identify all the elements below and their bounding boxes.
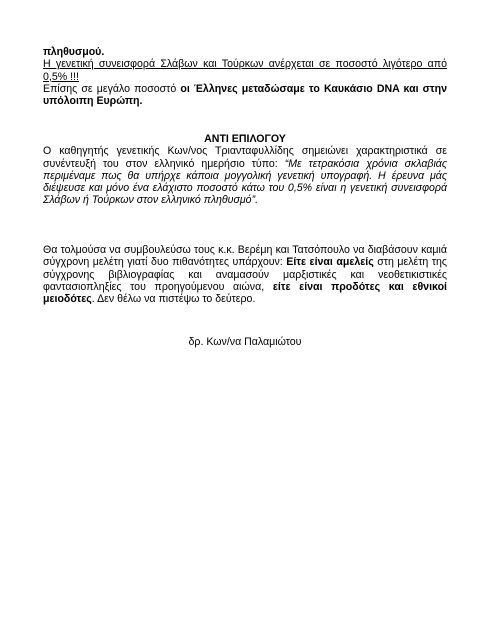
quote-paragraph xyxy=(43,145,447,206)
advice-part-3: . Δεν θέλω να πιστέψω το δεύτερο. xyxy=(91,293,256,306)
epilogue-section xyxy=(43,133,447,207)
advice-section xyxy=(43,244,447,305)
dna-sentence xyxy=(43,83,447,108)
advice-paragraph xyxy=(43,244,447,305)
dna-sentence-bold: οι Έλληνες μεταδώσαμε το Καυκάσιο DNA και στην υπόλοιπη Ευρώπη. xyxy=(43,82,448,108)
dna-sentence-prefix: Επίσης σε μεγάλο ποσοστό xyxy=(43,82,181,95)
section-heading: ΑΝΤΙ ΕΠΙΛΟΓΟΥ xyxy=(204,133,286,145)
advice-part-2: στη μελέτη της σύγχρονης βιβλιογραφίας και αναμασούν μαρξιστικές και νεοθετικιστικές φαντασιοπληξίες του προηγούμενου αιώνα, xyxy=(43,256,447,293)
lead-word: πληθυσμού. xyxy=(43,46,105,58)
advice-part-1: Θα τολμούσα να συμβουλεύσω τους κ.κ. Βερέμη και Τατσόπουλο να διαβάσουν καμιά σύγχρονη μελέτη γιατί δυο πιθανότητες υπάρχουν: xyxy=(43,244,447,269)
underlined-statement: Η γενετική συνεισφορά Σλάβων και Τούρκων ανέρχεται σε ποσοστό λιγότερο από 0,5% !!! xyxy=(43,58,447,83)
opening-section xyxy=(43,46,447,107)
advice-bold-2: είτε είναι προδότες και εθνικοί μειοδότες xyxy=(43,280,447,306)
signature-section xyxy=(43,336,447,348)
advice-bold-1: Είτε είναι αμελείς xyxy=(286,256,374,269)
quote-text: “Με τετρακόσια χρόνια σκλαβιάς περιμέναμε πως θα υπήρχε κάποια μογγολική γενετική υπογραφή. Η έρευνα μάς διέψευσε και μόνο ένα ελάχιστο ποσοστό κάτω του 0,5% είναι η γενετική συνεισφορά Σλάβων ή Τούρκων στον ελληνικό πληθυσμό”. xyxy=(43,157,448,207)
quote-intro: Ο καθηγητής γενετικής Κων/νος Τριανταφυλλίδης σημειώνει χαρακτηριστικά σε συνέντευξή του στον ελληνικό ημερήσιο τύπο: xyxy=(43,145,447,170)
signature: δρ. Κων/να Παλαμιώτου xyxy=(188,336,302,348)
